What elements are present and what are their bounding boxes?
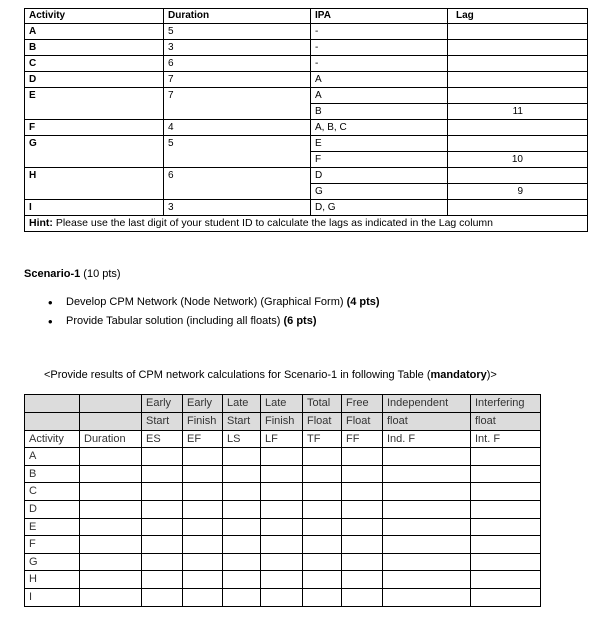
- table-cell: [80, 588, 142, 606]
- table-cell: [471, 553, 541, 571]
- table-cell: [183, 588, 223, 606]
- table-cell: [223, 483, 261, 501]
- table-cell: Early: [183, 395, 223, 413]
- table-cell: [142, 536, 183, 554]
- lag-cell: [448, 136, 588, 152]
- table-cell: float: [471, 413, 541, 431]
- table-cell: [183, 518, 223, 536]
- table-cell: [183, 465, 223, 483]
- table-cell: C: [25, 483, 80, 501]
- table-cell: [303, 518, 342, 536]
- table-cell: [383, 448, 471, 466]
- table-row: [25, 588, 541, 606]
- table-cell: Free: [342, 395, 383, 413]
- ipa-cell: G: [311, 184, 448, 200]
- table-cell: [471, 518, 541, 536]
- table-cell: [80, 413, 142, 431]
- table-cell: [342, 448, 383, 466]
- table-cell: [383, 571, 471, 589]
- table-cell: [183, 553, 223, 571]
- ipa-cell: -: [311, 56, 448, 72]
- table-cell: H: [25, 571, 80, 589]
- table-cell: [183, 500, 223, 518]
- table-cell: Total: [303, 395, 342, 413]
- lag-cell: [448, 72, 588, 88]
- table-row: [25, 483, 541, 501]
- duration-cell: 6: [164, 56, 311, 72]
- ipa-cell: A, B, C: [311, 120, 448, 136]
- table-cell: Activity: [25, 430, 80, 448]
- scenario-heading: [24, 268, 121, 280]
- duration-cell: 3: [164, 40, 311, 56]
- table-cell: [303, 536, 342, 554]
- table-cell: LS: [223, 430, 261, 448]
- activity-table: [24, 8, 588, 232]
- table-cell: E: [25, 518, 80, 536]
- lag-cell: [448, 88, 588, 104]
- table-cell: [261, 483, 303, 501]
- table-cell: [223, 465, 261, 483]
- activity-cell: F: [25, 120, 164, 136]
- table-cell: Ind. F: [383, 430, 471, 448]
- table-cell: [261, 465, 303, 483]
- scenario-bullets: [48, 294, 380, 332]
- table-cell: [471, 588, 541, 606]
- lag-cell: [448, 56, 588, 72]
- table-cell: Duration: [80, 430, 142, 448]
- duration-cell: 7: [164, 88, 311, 120]
- table-cell: [142, 448, 183, 466]
- column-header: Duration: [164, 9, 311, 24]
- table-cell: [25, 413, 80, 431]
- ipa-cell: D, G: [311, 200, 448, 216]
- table-cell: [383, 588, 471, 606]
- table-cell: [342, 483, 383, 501]
- table-cell: [383, 500, 471, 518]
- table-cell: [383, 553, 471, 571]
- table-cell: [383, 483, 471, 501]
- duration-cell: 4: [164, 120, 311, 136]
- table-cell: [471, 500, 541, 518]
- table-cell: [142, 518, 183, 536]
- table-cell: Late: [261, 395, 303, 413]
- table-cell: [80, 571, 142, 589]
- table-header-row: [25, 9, 588, 24]
- table-cell: ES: [142, 430, 183, 448]
- table-row: [25, 72, 588, 88]
- ipa-cell: -: [311, 24, 448, 40]
- table-row: [25, 518, 541, 536]
- activity-cell: D: [25, 72, 164, 88]
- table-cell: [142, 483, 183, 501]
- lag-cell: [448, 120, 588, 136]
- duration-cell: 7: [164, 72, 311, 88]
- header-row-mid: [25, 413, 541, 431]
- cpm-results-table: [24, 394, 541, 607]
- table-cell: [80, 465, 142, 483]
- lag-cell: 11: [448, 104, 588, 120]
- table-cell: [183, 483, 223, 501]
- table-row: [25, 571, 541, 589]
- table-row: [25, 24, 588, 40]
- table-row: [25, 168, 588, 184]
- table-cell: Finish: [261, 413, 303, 431]
- table-cell: [142, 465, 183, 483]
- column-header: Activity: [25, 9, 164, 24]
- table-cell: [261, 500, 303, 518]
- scenario-points: (10 pts): [80, 268, 121, 280]
- table-cell: [80, 536, 142, 554]
- table-cell: [261, 536, 303, 554]
- table-cell: Start: [223, 413, 261, 431]
- table-cell: [342, 518, 383, 536]
- table-row: [25, 120, 588, 136]
- table-cell: [223, 588, 261, 606]
- table-cell: A: [25, 448, 80, 466]
- table-cell: FF: [342, 430, 383, 448]
- table-cell: Independent: [383, 395, 471, 413]
- scenario-title: Scenario-1: [24, 268, 81, 280]
- activity-cell: H: [25, 168, 164, 200]
- cutoff-heading: [60, 0, 63, 4]
- activity-cell: G: [25, 136, 164, 168]
- table-cell: Float: [342, 413, 383, 431]
- ipa-cell: E: [311, 136, 448, 152]
- table-cell: [261, 448, 303, 466]
- table-cell: [183, 536, 223, 554]
- table-cell: EF: [183, 430, 223, 448]
- table-cell: [342, 553, 383, 571]
- table-cell: [303, 500, 342, 518]
- ipa-cell: D: [311, 168, 448, 184]
- table-cell: G: [25, 553, 80, 571]
- table-cell: Early: [142, 395, 183, 413]
- table-cell: [223, 536, 261, 554]
- ipa-cell: F: [311, 152, 448, 168]
- duration-cell: 5: [164, 136, 311, 168]
- table-cell: [383, 518, 471, 536]
- table-cell: F: [25, 536, 80, 554]
- table-cell: [80, 518, 142, 536]
- table-cell: [342, 465, 383, 483]
- table-cell: [342, 536, 383, 554]
- table-row: [25, 56, 588, 72]
- table-cell: [25, 395, 80, 413]
- table-cell: [303, 465, 342, 483]
- table-row: [25, 200, 588, 216]
- table-cell: [471, 465, 541, 483]
- table-row: [25, 40, 588, 56]
- table-cell: Interfering: [471, 395, 541, 413]
- ipa-cell: B: [311, 104, 448, 120]
- table-cell: [80, 395, 142, 413]
- table-row: [25, 136, 588, 152]
- table-cell: [261, 571, 303, 589]
- table-cell: [303, 588, 342, 606]
- table-cell: [223, 571, 261, 589]
- table-cell: [223, 553, 261, 571]
- table-cell: [303, 483, 342, 501]
- table-cell: [342, 571, 383, 589]
- table-row: [25, 88, 588, 104]
- duration-cell: 6: [164, 168, 311, 200]
- header-row-abbr: [25, 430, 541, 448]
- lag-cell: [448, 200, 588, 216]
- table-cell: [261, 588, 303, 606]
- activity-cell: A: [25, 24, 164, 40]
- table-row: [25, 536, 541, 554]
- table-cell: [223, 500, 261, 518]
- table-cell: [471, 483, 541, 501]
- ipa-cell: A: [311, 88, 448, 104]
- table-cell: TF: [303, 430, 342, 448]
- table-cell: Float: [303, 413, 342, 431]
- ipa-cell: A: [311, 72, 448, 88]
- table-cell: B: [25, 465, 80, 483]
- table-cell: [223, 448, 261, 466]
- table-cell: I: [25, 588, 80, 606]
- table-row: [25, 448, 541, 466]
- table-cell: LF: [261, 430, 303, 448]
- hint-row: [25, 216, 588, 232]
- bullet-item: • Provide Tabular solution (including all floats) (6 pts): [48, 313, 380, 332]
- table-row: [25, 465, 541, 483]
- activity-cell: E: [25, 88, 164, 120]
- table-cell: [142, 571, 183, 589]
- table-cell: [261, 553, 303, 571]
- table-cell: [183, 571, 223, 589]
- table-cell: [80, 483, 142, 501]
- duration-cell: 5: [164, 24, 311, 40]
- table-cell: [142, 500, 183, 518]
- table-cell: [342, 588, 383, 606]
- table-cell: [80, 500, 142, 518]
- table-cell: [383, 465, 471, 483]
- lag-cell: 9: [448, 184, 588, 200]
- table-cell: [80, 553, 142, 571]
- table-cell: [471, 536, 541, 554]
- table-cell: [183, 448, 223, 466]
- table-cell: [383, 536, 471, 554]
- table-cell: float: [383, 413, 471, 431]
- table-cell: [142, 553, 183, 571]
- instruction-note: <Provide results of CPM network calculations for Scenario-1 in following Table (mandatory)>: [44, 369, 497, 381]
- table-cell: [303, 553, 342, 571]
- duration-cell: 3: [164, 200, 311, 216]
- table-row: [25, 553, 541, 571]
- table-cell: [223, 518, 261, 536]
- table-cell: [471, 571, 541, 589]
- hint-text: Hint: Please use the last digit of your student ID to calculate the lags as indicated in the Lag column: [25, 216, 588, 232]
- header-row-top: [25, 395, 541, 413]
- table-cell: D: [25, 500, 80, 518]
- table-cell: [342, 500, 383, 518]
- table-cell: Late: [223, 395, 261, 413]
- lag-cell: [448, 24, 588, 40]
- table-cell: Int. F: [471, 430, 541, 448]
- activity-cell: I: [25, 200, 164, 216]
- bullet-item: • Develop CPM Network (Node Network) (Graphical Form) (4 pts): [48, 294, 380, 313]
- lag-cell: [448, 40, 588, 56]
- table-cell: [261, 518, 303, 536]
- activity-cell: C: [25, 56, 164, 72]
- column-header: IPA: [311, 9, 448, 24]
- lag-cell: [448, 168, 588, 184]
- table-cell: Start: [142, 413, 183, 431]
- table-cell: [303, 448, 342, 466]
- column-header: Lag: [448, 9, 588, 24]
- table-cell: Finish: [183, 413, 223, 431]
- table-cell: [303, 571, 342, 589]
- table-row: [25, 500, 541, 518]
- table-cell: [471, 448, 541, 466]
- table-cell: [142, 588, 183, 606]
- table-cell: [80, 448, 142, 466]
- lag-cell: 10: [448, 152, 588, 168]
- activity-cell: B: [25, 40, 164, 56]
- ipa-cell: -: [311, 40, 448, 56]
